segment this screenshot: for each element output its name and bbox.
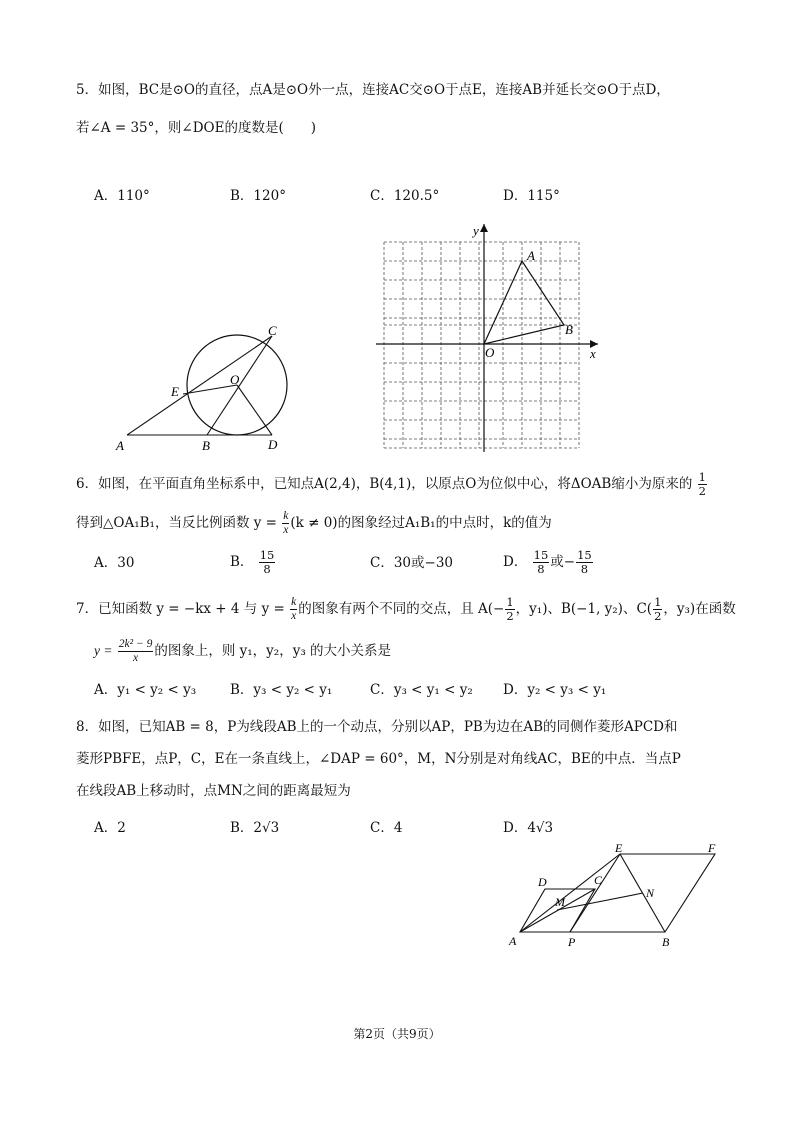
- q7-line2: y = $\frac{\text{2k² − 9}}{x}$ 的图象上，则 y₁，y₂，y₃ 的大小关系是: [94, 638, 392, 664]
- segment-ac: [127, 336, 272, 435]
- q8-option-c[interactable]: C．4: [370, 820, 403, 836]
- label-point-b: B: [565, 322, 573, 337]
- q5-text-1: 如图，BC是⊙O的直径，点A是⊙O外一点，连接AC交⊙O于点E，连接AB并延长交⊙O于点D，: [98, 82, 670, 98]
- q6-option-d[interactable]: D． $\frac{15}{8}$ 或− $\frac{15}{8}$: [503, 548, 592, 576]
- q8-line1: [76, 717, 678, 737]
- q6-text-1: 如图，在平面直角坐标系中，已知点A(2,4)，B(4,1)，以原点O为位似中心，将ΔOAB缩小为原来的: [98, 476, 693, 492]
- q8-text-1: 如图，已知AB = 8，P为线段AB上的一个动点，分别以AP，PB为边在AB的同侧作菱形APCD和: [98, 719, 678, 735]
- q6-option-b[interactable]: B． $\frac{15}{8}$: [230, 548, 275, 576]
- q8-option-d[interactable]: D．4√3: [503, 820, 554, 836]
- q6-number: 6．: [76, 476, 99, 492]
- q7-option-b[interactable]: B．y₃ < y₂ < y₁: [230, 682, 333, 698]
- q5-line1: [76, 80, 670, 100]
- q7-option-d[interactable]: D．y₂ < y₃ < y₁: [503, 682, 607, 698]
- q6-line1: [76, 471, 708, 498]
- label-o: O: [230, 372, 240, 387]
- q5-option-a[interactable]: A．110°: [94, 188, 150, 204]
- label-b: B: [202, 438, 210, 453]
- q5-number: 5．: [76, 82, 99, 98]
- label-c: C: [594, 873, 603, 887]
- label-a: A: [116, 438, 124, 453]
- q8-option-a[interactable]: A．2: [94, 820, 126, 836]
- q8-line2: 菱形PBFE，点P，C，E在一条直线上，∠DAP = 60°，M，N分别是对角线AC，BE的中点．当点P: [76, 751, 681, 767]
- label-p: P: [568, 935, 576, 949]
- segment-ae: [520, 854, 620, 932]
- label-d: D: [538, 875, 547, 889]
- q8-option-b[interactable]: B．2√3: [230, 820, 280, 836]
- q5-option-b[interactable]: B．120°: [230, 188, 286, 204]
- q5-option-d[interactable]: D．115°: [503, 188, 560, 204]
- label-point-a: A: [527, 248, 535, 263]
- label-e: E: [615, 842, 623, 855]
- label-origin: O: [485, 345, 495, 360]
- q7-number: 7．: [76, 601, 99, 617]
- label-d: D: [268, 437, 278, 452]
- q6-coordinate-grid: [376, 220, 606, 452]
- label-a: A: [509, 934, 517, 948]
- q7-option-c[interactable]: C．y₃ < y₁ < y₂: [370, 682, 473, 698]
- q7-line1: 7．已知函数 y = −kx + 4 与 y = $\frac{k}{x}$ 的图象有两个不同的交点，且 A(− $\frac{1}{2}$ ，y₁)、B(−1, y₂)、C( $\frac{1}{2}$ ，y₃)在函数: [76, 595, 736, 623]
- q6-fraction-half: $\frac{1}{2}$: [698, 470, 706, 498]
- q6-line2: 得到△OA₁B₁，当反比例函数 y = $\frac{k}{x}$ (k ≠ 0)的图象经过A₁B₁的中点时，k的值为: [76, 510, 552, 536]
- q8-rhombus-figure: [505, 842, 725, 950]
- segment-od: [237, 385, 272, 435]
- label-e: E: [171, 384, 179, 399]
- label-f: F: [708, 842, 716, 855]
- q6-option-c[interactable]: C．30或−30: [370, 555, 453, 571]
- label-x-axis: x: [590, 346, 596, 361]
- label-b: B: [662, 935, 670, 949]
- q6-fraction-kx: $\frac{k}{x}$: [283, 510, 289, 536]
- segment-eo: [183, 385, 237, 394]
- q7-option-a[interactable]: A．y₁ < y₂ < y₃: [94, 682, 197, 698]
- label-c: C: [268, 323, 277, 338]
- q8-line3: 在线段AB上移动时，点MN之间的距离最短为: [76, 783, 351, 799]
- y-axis-arrow: [480, 224, 488, 232]
- q8-number: 8．: [76, 719, 99, 735]
- grid-lines: [384, 242, 579, 448]
- page-footer: 第2页（共9页）: [353, 1027, 441, 1041]
- q5-option-c[interactable]: C．120.5°: [370, 188, 440, 204]
- q6-option-a[interactable]: A．30: [94, 555, 135, 571]
- label-y-axis: y: [473, 223, 479, 238]
- q5-circle-figure: [110, 320, 310, 460]
- label-m: M: [555, 895, 565, 909]
- label-n: N: [646, 886, 655, 900]
- q5-line2: 若∠A = 35°，则∠DOE的度数是( ): [76, 120, 316, 136]
- segment-mn: [557, 893, 643, 910]
- triangle-oab: [484, 261, 564, 344]
